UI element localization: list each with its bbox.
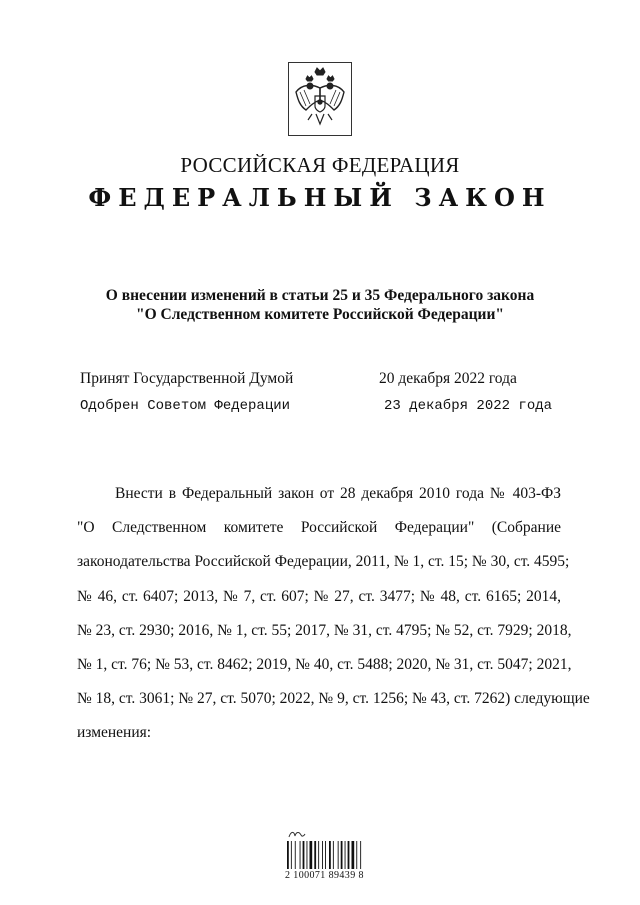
coat-of-arms-emblem-icon bbox=[288, 62, 352, 136]
paragraph-line: законодательства Российской Федерации, 2011, № 1, ст. 15; № 30, ст. 4595; bbox=[77, 553, 570, 571]
barcode-number: 2 100071 89439 8 bbox=[285, 870, 364, 881]
paragraph-line: № 46, ст. 6407; 2013, № 7, ст. 607; № 27, ст. 3477; № 48, ст. 6165; 2014, bbox=[77, 587, 561, 605]
paragraph-line: № 23, ст. 2930; 2016, № 1, ст. 55; 2017, № 31, ст. 4795; № 52, ст. 7929; 2018, bbox=[77, 621, 572, 639]
barcode-bars-icon bbox=[285, 841, 365, 869]
barcode bbox=[285, 828, 365, 888]
signature-mark-icon bbox=[287, 828, 307, 840]
paragraph-line: Внести в Федеральный закон от 28 декабря 2010 года № 403-ФЗ bbox=[115, 485, 561, 502]
council-approval-label: Одобрен Советом Федерации bbox=[80, 398, 291, 414]
paragraph-line: № 18, ст. 3061; № 27, ст. 5070; 2022, № 9, ст. 1256; № 43, ст. 7262) следующие bbox=[77, 690, 590, 708]
duma-adoption-date: 20 декабря 2022 года bbox=[379, 370, 517, 387]
document-type-heading: ФЕДЕРАЛЬНЫЙ ЗАКОН bbox=[88, 183, 552, 212]
law-title-line: "О Следственном комитете Российской Федерации" bbox=[135, 306, 505, 323]
council-approval-date: 23 декабря 2022 года bbox=[384, 398, 553, 414]
law-title-line: О внесении изменений в статьи 25 и 35 Федерального закона bbox=[105, 287, 535, 304]
duma-adoption-label: Принят Государственной Думой bbox=[80, 370, 294, 387]
paragraph-line: изменения: bbox=[77, 724, 152, 742]
paragraph-line: № 1, ст. 76; № 53, ст. 8462; 2019, № 40, ст. 5488; 2020, № 31, ст. 5047; 2021, bbox=[77, 656, 572, 674]
law-body-paragraph bbox=[77, 477, 590, 751]
country-heading: РОССИЙСКАЯ ФЕДЕРАЦИЯ bbox=[180, 153, 460, 177]
law-title bbox=[0, 286, 640, 324]
paragraph-line: "О Следственном комитете Российской Федерации" (Собрание bbox=[77, 519, 561, 537]
